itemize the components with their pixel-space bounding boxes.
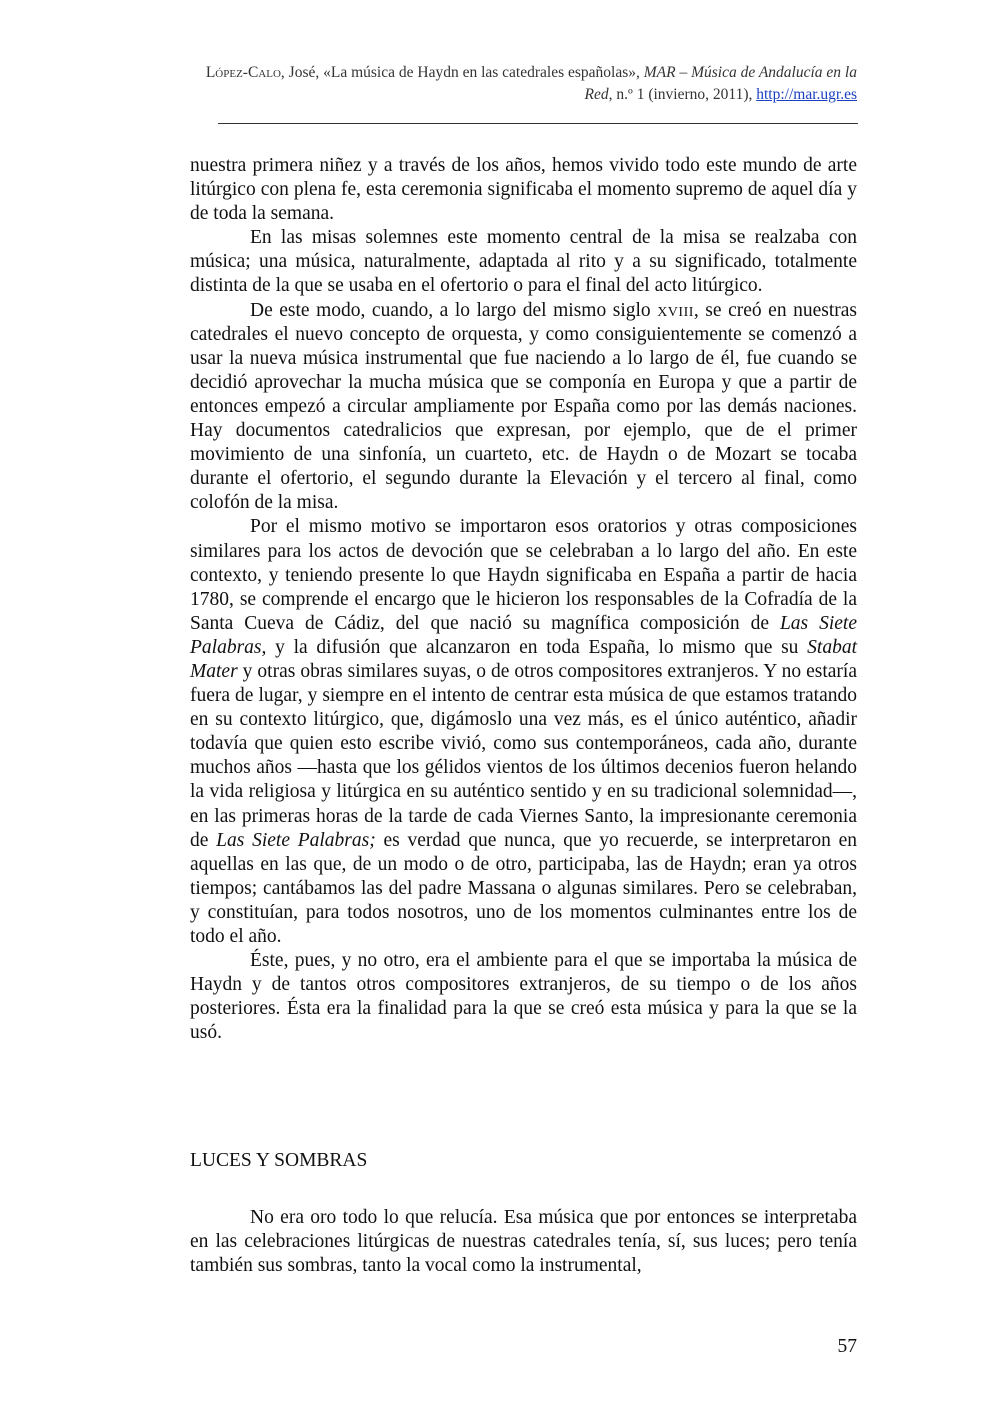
header-url-link[interactable]: http://mar.ugr.es [756, 86, 857, 103]
header-journal: MAR – Música de Andalucía en la Red [584, 64, 857, 103]
paragraph-4 [190, 515, 857, 949]
section-heading: LUCES Y SOMBRAS [190, 1150, 368, 1171]
running-header [190, 62, 857, 106]
paragraph-5: Éste, pues, y no otro, era el ambiente para el que se importaba la música de Haydn y de tantos otros compositores extranjeros, de su tiempo o de los años posteriores. Ésta era la finalidad para la que se creó esta música y para la que se la usó. [190, 950, 857, 1044]
paragraph-2: En las misas solemnes este momento central de la misa se realzaba con música; una música, naturalmente, adaptada al rito y a su significado, totalmente distinta de la que se usaba en el ofertorio o para el final del acto litúrgico. [190, 227, 857, 297]
paragraph-4-part-c: y otras obras similares suyas, o de otros compositores extranjeros. Y no estaría fuera de lugar, y siempre en el intento de centrar esta música de que estamos tratando en su contexto litúrgico, que, digámoslo una vez más, es el único auténtico, añadir todavía que quien esto escribe vivió, como sus contemporáneos, cada año, durante muchos años —hasta que los gélidos vientos de los últimos decenios fueron helando la vida religiosa y litúrgica en su auténtico sentido y en su tradicional solemnidad—, en las primeras horas de la tarde de cada Viernes Santo, la impresionante ceremonia de [190, 660, 857, 851]
paragraph-4-part-b: y la difusión que alcanzaron en toda España, lo mismo que su [266, 636, 808, 658]
work-title-siete-palabras: Las Siete Palabras, [190, 612, 857, 658]
paragraph-3-part-b: , se creó en nuestras catedrales el nuevo concepto de orquesta, y como consiguientemente se comenzó a usar la nueva música instrumental que fue naciendo a lo largo de él, fue cuando se decidió aprovechar la mucha música que se componía en Europa y que a partir de entonces empezó a circular ampliamente por España como por las demás naciones. Hay documentos catedralicios que expresan, por ejemplo, que de el primer movimiento de una sinfonía, un cuarteto, etc. de Haydn o de Mozart se tocaba durante el ofertorio, el segundo durante la Elevación y el tercero al final, como colofón de la misa. [190, 299, 857, 514]
paragraph-1: nuestra primera niñez y a través de los años, hemos vivido todo este mundo de arte litúrgico con plena fe, esta ceremonia significaba el momento supremo de aquel día y de toda la semana. [190, 155, 857, 225]
body-text [190, 154, 857, 1045]
paragraph-4-part-a: Por el mismo motivo se importaron esos oratorios y otras composiciones similares para los actos de devoción que se celebraban a lo largo del año. En este contexto, y teniendo presente lo que Haydn significaba en España a partir de hacia 1780, se comprende el encargo que le hicieron los responsables de la Cofradía de la Santa Cueva de Cádiz, del que nació su magnífica composición de [190, 516, 857, 634]
header-article-title: , José, «La música de Haydn en las catedrales españolas», [280, 64, 644, 81]
paragraph-3-part-a: De este modo, cuando, a lo largo del mismo siglo [250, 299, 658, 321]
paragraph-3 [190, 299, 857, 516]
work-title-siete-palabras-2: Las Siete Palabras; [216, 829, 376, 851]
header-rule [218, 123, 858, 124]
paragraph-4-part-d: es verdad que nunca, que yo recuerde, se interpretaron en aquellas en las que, de un modo o de otro, participaba, las de Haydn; eran ya otros tiempos; cantábamos las del padre Massana o algunas similares. Pero se celebraban, y constituían, para todos nosotros, uno de los momentos culminantes entre los de todo el año. [190, 829, 857, 947]
header-author: López-Calo [205, 64, 281, 81]
century-numeral: xviii [657, 299, 694, 321]
header-issue: , n.º 1 (invierno, 2011), [608, 86, 757, 103]
section-paragraph-1: No era oro todo lo que relucía. Esa música que por entonces se interpretaba en las celebraciones litúrgicas de nuestras catedrales tenía, sí, sus luces; pero tenía también sus sombras, tanto la vocal como la instrumental, [190, 1207, 857, 1277]
work-title-stabat-mater: Stabat Mater [190, 636, 857, 682]
section-body-text [190, 1206, 857, 1278]
page-number: 57 [837, 1336, 857, 1357]
